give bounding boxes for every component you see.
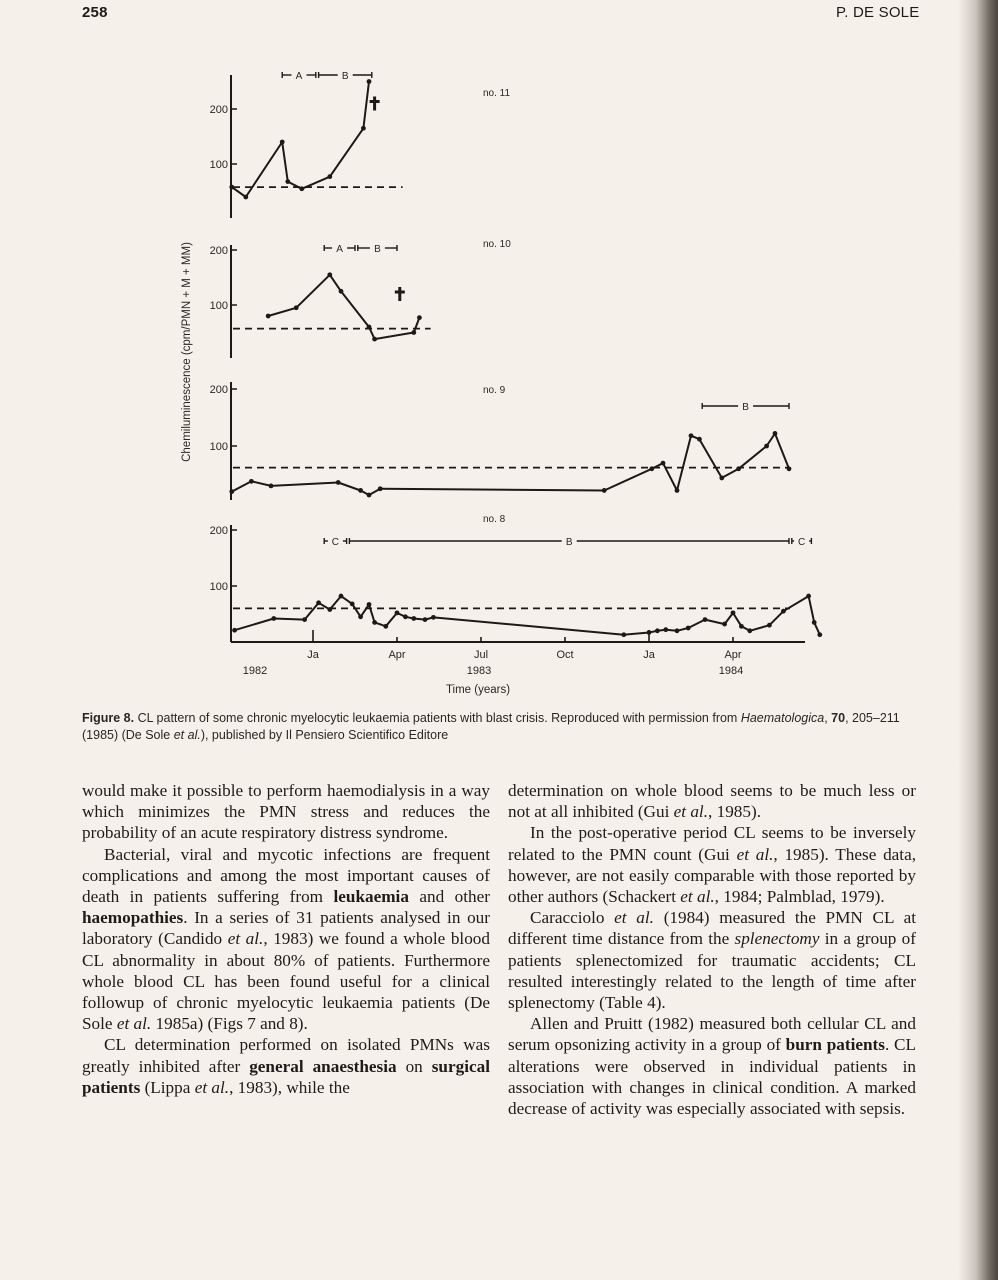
- italic-term: et al.: [680, 887, 715, 907]
- data-point: [787, 466, 792, 471]
- death-cross-icon: [395, 287, 405, 301]
- data-point: [395, 610, 400, 615]
- phase-label: B: [742, 402, 749, 413]
- caption-text: CL pattern of some chronic myelocytic leukaemia patients with blast crisis. Reproduced with permission from: [134, 711, 741, 725]
- phase-label: B: [565, 537, 573, 548]
- data-point: [663, 627, 668, 632]
- italic-term: et al.: [736, 844, 774, 864]
- phase-label: A: [295, 71, 303, 82]
- figure-caption: [82, 710, 922, 744]
- data-point: [367, 325, 372, 330]
- x-tick-label: Oct: [556, 649, 574, 661]
- data-point: [339, 594, 344, 599]
- caption-journal: Haematologica: [740, 711, 825, 725]
- data-point: [271, 616, 276, 621]
- text-run: , 1985). These data, however, are not easily comparable with those reported by other authors (Schackert: [508, 844, 916, 907]
- x-tick-label: Apr: [388, 649, 406, 661]
- italic-term: et al.: [116, 1014, 152, 1034]
- caption-etal: et al.: [173, 728, 201, 742]
- text-run: . CL alterations were observed in individual patients in association with changes in clinical condition. A marked decrease of activity was especially associated with sepsis.: [508, 1035, 916, 1119]
- data-point: [731, 610, 736, 615]
- data-point: [327, 272, 332, 277]
- phase-label: C: [797, 537, 806, 548]
- data-point: [327, 174, 332, 179]
- data-point: [621, 632, 626, 637]
- panel-no11: [210, 71, 511, 218]
- data-point: [367, 493, 372, 498]
- text-run: Bacterial, viral and mycotic infections are frequent complications and among the most important causes of death in patients suffering from: [82, 844, 490, 907]
- bold-term: burn patients: [785, 1035, 885, 1055]
- death-cross-icon: [370, 97, 380, 111]
- x-tick-label: Apr: [724, 649, 742, 661]
- text-run: (Lippa: [140, 1077, 195, 1097]
- body-column-right: [508, 780, 916, 1119]
- page-number: 258: [82, 4, 108, 21]
- data-point: [411, 616, 416, 621]
- phase-label: B: [341, 71, 349, 82]
- caption-rest: ), published by Il Pensiero Scientifico Editore: [200, 728, 449, 742]
- data-point: [806, 594, 811, 599]
- x-tick-label: Ja: [643, 649, 655, 661]
- data-point: [280, 140, 285, 145]
- data-point: [339, 289, 344, 294]
- y-tick-label: 100: [209, 300, 228, 312]
- bold-term: general anaesthesia: [249, 1056, 397, 1076]
- data-point: [358, 488, 363, 493]
- phase-label: A: [336, 244, 343, 255]
- data-point: [675, 628, 680, 633]
- data-point: [294, 305, 299, 310]
- paragraph: [508, 1013, 916, 1119]
- data-point: [299, 186, 304, 191]
- text-run: , 1984; Palmblad, 1979).: [714, 887, 885, 907]
- y-tick-label: 100: [209, 581, 228, 593]
- paragraph: [82, 844, 490, 1035]
- data-point: [361, 126, 366, 131]
- italic-term: et al.: [673, 802, 709, 822]
- text-run: , 1983), while the: [229, 1077, 350, 1097]
- panel-name: no. 9: [483, 385, 506, 396]
- data-point: [817, 632, 822, 637]
- paragraph: [82, 780, 490, 844]
- caption-volume: 70: [831, 711, 846, 725]
- data-point: [781, 609, 786, 614]
- data-point: [316, 600, 321, 605]
- data-point: [229, 185, 234, 190]
- data-point: [336, 480, 341, 485]
- x-year-label: 1983: [466, 665, 492, 677]
- data-point: [703, 617, 708, 622]
- paragraph: [508, 780, 916, 822]
- paragraph: [82, 1034, 490, 1098]
- data-point: [243, 195, 248, 200]
- text-run: In the post-operative period CL seems to be inversely related to the PMN count (Gui: [508, 823, 916, 864]
- data-point: [269, 484, 274, 489]
- text-run: determination on whole blood seems to be much less or not at all inhibited (Gui: [508, 781, 916, 822]
- x-year-label: 1984: [718, 665, 744, 677]
- x-tick-label: Ja: [307, 649, 319, 661]
- data-point: [722, 622, 727, 627]
- text-run: in a group of patients splenectomized for traumatic accidents; CL resulted interestingly related to the length of time after splenectomy (Table 4).: [508, 929, 916, 1013]
- italic-term: et al.: [614, 908, 654, 928]
- paragraph: [508, 822, 916, 907]
- text-run: on: [396, 1056, 432, 1076]
- paragraph: [508, 907, 916, 1013]
- text-run: Allen and Pruitt (1982) measured both cellular CL and serum opsonizing activity in a group of: [508, 1014, 916, 1055]
- data-point: [358, 614, 363, 619]
- text-run: and other: [408, 887, 490, 907]
- data-point: [367, 79, 372, 84]
- italic-term: et al.: [227, 929, 264, 949]
- data-point: [378, 486, 383, 491]
- data-point: [411, 330, 416, 335]
- data-point: [431, 615, 436, 620]
- data-point: [649, 466, 654, 471]
- caption-pages: , 205–211 (1985) (De Sole: [82, 711, 900, 742]
- bold-term: haemopathies: [82, 908, 184, 928]
- panel-no8: [210, 514, 823, 642]
- running-head-author: P. DE SOLE: [836, 4, 920, 21]
- y-tick-label: 100: [209, 159, 228, 171]
- y-tick-label: 200: [209, 245, 228, 257]
- data-point: [367, 602, 372, 607]
- x-year-label: 1982: [242, 665, 268, 677]
- data-point: [655, 628, 660, 633]
- data-point: [403, 614, 408, 619]
- x-axis-title: Time (years): [445, 684, 511, 696]
- data-point: [285, 179, 290, 184]
- data-point: [602, 488, 607, 493]
- data-point: [764, 444, 769, 449]
- text-run: , 1983) we found a whole blood CL abnormality in about 80% of patients. Furthermore whole blood CL has been found useful for a clinical followup of chronic myelocytic leukaemia patients (De Sole: [82, 929, 490, 1034]
- cl-series-line: [232, 82, 369, 198]
- data-point: [686, 626, 691, 631]
- text-run: . In a series of 31 patients analysed in our laboratory (Candido: [82, 908, 490, 949]
- data-point: [812, 620, 817, 625]
- data-point: [767, 623, 772, 628]
- data-point: [739, 624, 744, 629]
- y-axis-title: Chemiluminescence (cpm/PMN + M + MM): [181, 242, 193, 462]
- phase-label: B: [374, 244, 381, 255]
- panel-no9: [210, 382, 792, 500]
- body-column-left: [82, 780, 490, 1098]
- data-point: [232, 628, 237, 633]
- data-point: [423, 617, 428, 622]
- bold-term: leukaemia: [333, 887, 409, 907]
- phase-label: C: [331, 537, 340, 548]
- text-run: , 1985).: [708, 802, 762, 822]
- data-point: [747, 628, 752, 633]
- panel-name: no. 10: [483, 239, 511, 250]
- data-point: [736, 466, 741, 471]
- data-point: [383, 624, 388, 629]
- bold-term: surgical patients: [82, 1056, 490, 1097]
- text-run: 1985a) (Figs 7 and 8).: [151, 1014, 308, 1034]
- data-point: [773, 431, 778, 436]
- data-point: [327, 607, 332, 612]
- text-run: (1984) measured the PMN CL at different time distance from the: [508, 908, 916, 949]
- data-point: [249, 479, 254, 484]
- x-tick-label: Jul: [473, 649, 489, 661]
- text-run: CL determination performed on isolated PMNs was greatly inhibited after: [82, 1035, 490, 1076]
- data-point: [350, 602, 355, 607]
- text-run: would make it possible to perform haemodialysis in a way which minimizes the PMN stress and reduces the probability of an acute respiratory distress syndrome.: [82, 781, 490, 843]
- data-point: [697, 437, 702, 442]
- data-point: [689, 433, 694, 438]
- italic-term: splenectomy: [734, 929, 820, 949]
- panel-name: no. 11: [483, 88, 511, 99]
- cl-series-line: [235, 596, 820, 635]
- y-tick-label: 100: [209, 441, 228, 453]
- data-point: [302, 617, 307, 622]
- panel-name: no. 8: [483, 514, 506, 525]
- data-point: [417, 315, 422, 320]
- caption-label: Figure 8.: [82, 711, 135, 725]
- panel-no10: [210, 239, 512, 358]
- y-tick-label: 200: [209, 384, 228, 396]
- italic-term: et al.: [194, 1077, 230, 1097]
- y-tick-label: 200: [209, 525, 228, 537]
- data-point: [719, 476, 724, 481]
- data-point: [266, 314, 271, 319]
- text-run: Caracciolo: [530, 908, 615, 928]
- data-point: [675, 488, 680, 493]
- data-point: [372, 337, 377, 342]
- data-point: [229, 489, 234, 494]
- data-point: [372, 620, 377, 625]
- cl-series-line: [232, 434, 789, 496]
- y-tick-label: 200: [209, 104, 228, 116]
- caption-sep: ,: [824, 711, 832, 725]
- data-point: [661, 461, 666, 466]
